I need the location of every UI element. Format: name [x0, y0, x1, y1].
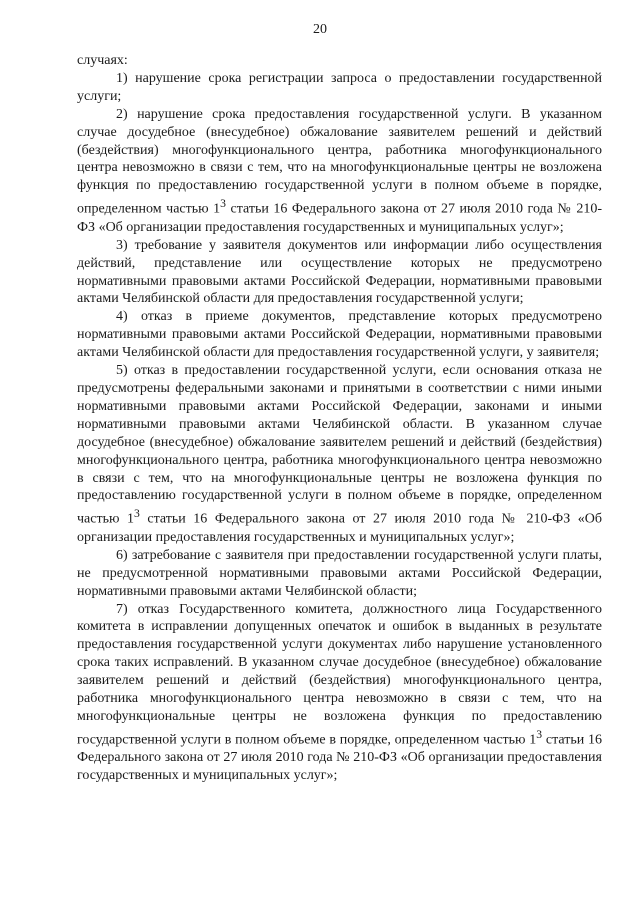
- list-item: [77, 70, 602, 106]
- item-text: требование у заявителя документов или информации либо осуществления действий, представление или осуществление которых не предусмотрено нормативными правовыми актами Российской Федерации, нормативными правовыми актами Челябинской области для предоставления государственной услуги;: [77, 237, 602, 307]
- item-text-tail: статьи 16 Федерального закона от 27 июля 2010 года № 210-ФЗ «Об организации предоставления государственных и муниципальных услуг»;: [77, 201, 602, 235]
- item-number: 3): [116, 237, 128, 253]
- item-text: отказ в приеме документов, представление которых предусмотрено нормативными правовыми актами Российской Федерации, нормативными правовыми актами Челябинской области для предоставления государственной услуги, у заявителя;: [77, 309, 602, 361]
- document-body: [77, 52, 602, 785]
- item-text: затребование с заявителя при предоставлении государственной услуги платы, не предусмотренной нормативными правовыми актами Российской Федерации, нормативными правовыми актами Челябинской области;: [77, 547, 602, 599]
- list-item: [77, 547, 602, 601]
- item-number: 6): [116, 547, 128, 563]
- item-text: отказ Государственного комитета, должностного лица Государственного комитета в исправлении допущенных опечаток и ошибок в выданных в результате предоставления государственной услуги документах либо нарушение установленного срока таких исправлений. В указанном случае досудебное (внесудебное) обжалование заявителем решений и действий (бездействия) многофункционального центра, работника многофункционального центра невозможно в связи с тем, что на многофункциональные центры не возложена функция по предоставлению государственной услуги в полном объеме в порядке, определенном частью 1: [77, 601, 603, 748]
- item-number: 2): [116, 106, 128, 122]
- list-item: [77, 106, 602, 237]
- item-number: 7): [116, 601, 128, 617]
- item-text-tail: статьи 16 Федерального закона от 27 июля 2010 года № 210-ФЗ «Об организации предоставления государственных и муниципальных услуг»;: [77, 511, 602, 545]
- item-text: отказ в предоставлении государственной услуги, если основания отказа не предусмотрены федеральными законами и принятыми в соответствии с ними иными нормативными правовыми актами Российской Федерации, законами и иными нормативными правовыми актами Челябинской области. В указанном случае досудебное (внесудебное) обжалование заявителем решений и действий (бездействия) многофункционального центра, работника многофункционального центра невозможно в связи с тем, что на многофункциональные центры не возложена функция по предоставлению государственной услуги в полном объеме в порядке, определенном частью 1: [77, 363, 602, 527]
- list-item: [77, 308, 602, 362]
- list-item: [77, 237, 602, 309]
- superscript: 3: [220, 197, 226, 211]
- item-number: 1): [116, 70, 128, 86]
- item-text-tail: статьи 16 Федерального закона от 27 июля 2010 года № 210-ФЗ «Об организации предоставления государственных и муниципальных услуг»;: [77, 732, 602, 784]
- item-number: 4): [116, 309, 128, 325]
- item-text: нарушение срока регистрации запроса о предоставлении государственной услуги;: [77, 70, 602, 104]
- superscript: 3: [536, 727, 543, 741]
- item-number: 5): [116, 363, 128, 379]
- intro-text: случаях:: [77, 53, 128, 68]
- page-number: 20: [313, 22, 327, 37]
- superscript: 3: [133, 507, 140, 521]
- list-item: [77, 601, 602, 786]
- item-text: нарушение срока предоставления государственной услуги. В указанном случае досудебное (внесудебное) обжалование заявителем решений и действий (бездействия) многофункционального центра, работника многофункционального центра невозможно в связи с тем, что на многофункциональные центры не возложена функция по предоставлению государственной услуги в полном объеме в порядке, определенном частью 1: [77, 106, 603, 217]
- list-item: [77, 362, 602, 547]
